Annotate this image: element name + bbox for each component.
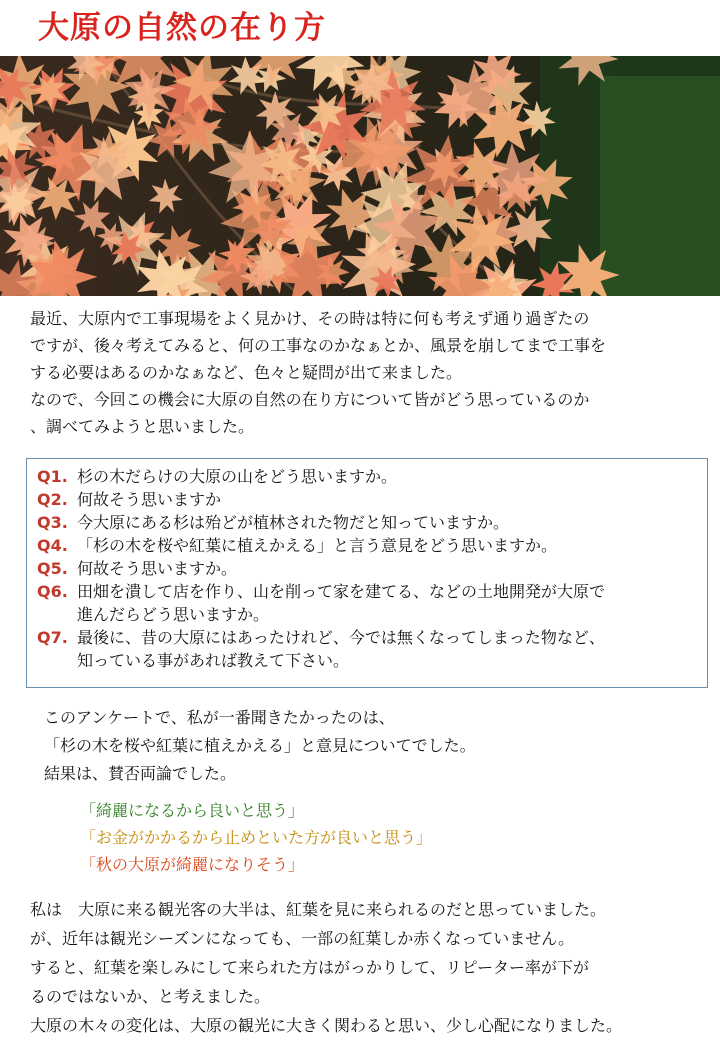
result-paragraph bbox=[44, 704, 476, 788]
closing-paragraph bbox=[30, 895, 622, 1040]
question-text: 何故そう思いますか。 bbox=[77, 559, 238, 578]
question-text: 進んだらどう思いますか。 bbox=[77, 605, 270, 624]
question-text: 今大原にある杉は殆どが植林された物だと知っていますか。 bbox=[77, 513, 510, 532]
question-text: 田畑を潰して店を作り、山を削って家を建てる、などの土地開発が大原で bbox=[77, 582, 606, 601]
intro-paragraph bbox=[30, 305, 710, 440]
intro-line: ですが、後々考えてみると、何の工事なのかなぁとか、風景を崩してまで工事を bbox=[30, 336, 607, 355]
question-item bbox=[37, 626, 605, 649]
quote-item: 「綺麗になるから良いと思う」 bbox=[80, 801, 305, 820]
question-text: 最後に、昔の大原にはあったけれど、今では無くなってしまった物など、 bbox=[77, 628, 605, 647]
question-number: Q3. bbox=[37, 513, 68, 532]
question-item bbox=[37, 465, 605, 488]
intro-line: 、調べてみようと思いました。 bbox=[30, 417, 255, 436]
question-list bbox=[37, 465, 605, 672]
closing-line: すると、紅葉を楽しみにして来られた方はがっかりして、リピーター率が下が bbox=[30, 958, 590, 977]
question-text: 知っている事があれば教えて下さい。 bbox=[77, 651, 350, 670]
quote-item: 「お金がかかるから止めといた方が良いと思う」 bbox=[80, 828, 433, 847]
question-text: 「杉の木を桜や紅葉に植えかえる」と言う意見をどう思いますか。 bbox=[77, 536, 558, 555]
questionnaire-box bbox=[26, 458, 708, 688]
maple-leaves-image bbox=[0, 56, 720, 296]
question-item-continuation bbox=[37, 603, 605, 626]
question-number: Q7. bbox=[37, 628, 68, 647]
autumn-leaves-photo bbox=[0, 56, 720, 296]
intro-line: する必要はあるのかなぁなど、色々と疑問が出て来ました。 bbox=[30, 363, 463, 382]
result-line: 「杉の木を桜や紅葉に植えかえる」と意見についてでした。 bbox=[44, 736, 476, 755]
question-item bbox=[37, 534, 605, 557]
closing-line: るのではないか、と考えました。 bbox=[30, 987, 271, 1006]
closing-line: 大原の木々の変化は、大原の観光に大きく関わると思い、少し心配になりました。 bbox=[30, 1016, 623, 1035]
closing-line: 私は 大原に来る観光客の大半は、紅葉を見に来られるのだと思っていました。 bbox=[30, 900, 607, 919]
question-item-continuation bbox=[37, 649, 605, 672]
question-item bbox=[37, 557, 605, 580]
result-line: このアンケートで、私が一番聞きたかったのは、 bbox=[44, 708, 395, 727]
closing-line: が、近年は観光シーズンになっても、一部の紅葉しか赤くなっていません。 bbox=[30, 929, 575, 948]
result-line: 結果は、賛否両論でした。 bbox=[44, 764, 237, 783]
question-text: 何故そう思いますか bbox=[77, 490, 222, 509]
question-number: Q2. bbox=[37, 490, 68, 509]
question-number: Q1. bbox=[37, 467, 68, 486]
question-item bbox=[37, 580, 605, 603]
page-title: 大原の自然の在り方 bbox=[38, 10, 326, 46]
question-number: Q6. bbox=[37, 582, 68, 601]
intro-line: なので、今回この機会に大原の自然の在り方について皆がどう思っているのか bbox=[30, 390, 590, 409]
quote-item: 「秋の大原が綺麗になりそう」 bbox=[80, 855, 305, 874]
question-text: 杉の木だらけの大原の山をどう思いますか。 bbox=[77, 467, 398, 486]
intro-line: 最近、大原内で工事現場をよく見かけ、その時は特に何も考えず通り過ぎたの bbox=[30, 309, 590, 328]
opinion-quotes bbox=[80, 797, 432, 878]
question-number: Q5. bbox=[37, 559, 68, 578]
question-number: Q4. bbox=[37, 536, 68, 555]
question-item bbox=[37, 511, 605, 534]
question-item bbox=[37, 488, 605, 511]
